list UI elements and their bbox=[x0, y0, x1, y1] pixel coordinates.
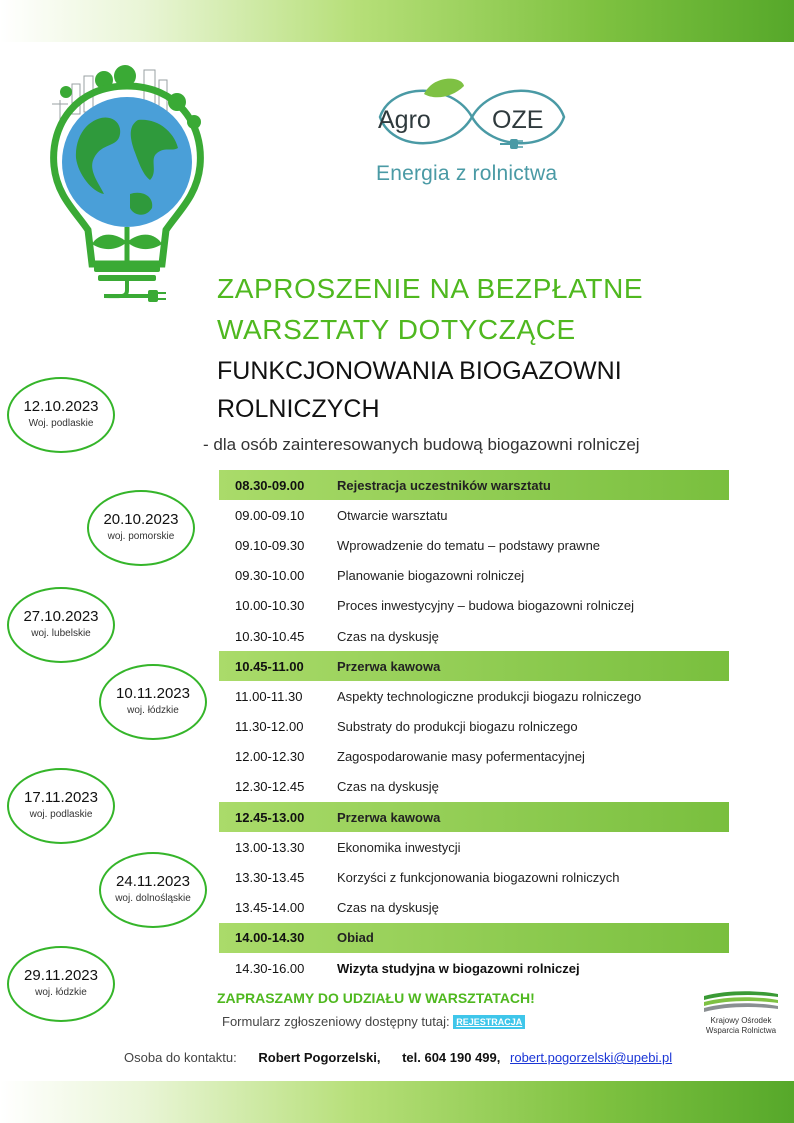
agenda-row bbox=[219, 772, 729, 802]
date-region: Woj. podlaskie bbox=[28, 418, 94, 429]
agenda-row bbox=[219, 712, 729, 742]
date-value: 27.10.2023 bbox=[23, 608, 99, 625]
contact-label: Osoba do kontaktu: bbox=[124, 1050, 237, 1065]
agenda-item: Przerwa kawowa bbox=[337, 658, 441, 674]
invite-heading: ZAPRASZAMY DO UDZIAŁU W WARSZTATACH! bbox=[217, 990, 535, 1006]
agenda-item: Aspekty technologiczne produkcji biogazu rolniczego bbox=[337, 688, 642, 704]
date-value: 17.11.2023 bbox=[24, 789, 98, 806]
agenda-item: Otwarcie warsztatu bbox=[337, 507, 448, 523]
leaf-icon bbox=[424, 79, 464, 98]
agenda-item: Czas na dyskusję bbox=[337, 900, 439, 916]
logo-word-oze: OZE bbox=[492, 106, 544, 134]
logo-tagline: Energia z rolnictwa bbox=[376, 162, 558, 185]
agenda-row bbox=[219, 953, 729, 983]
lightbulb-globe-icon bbox=[42, 62, 212, 307]
agenda-row bbox=[219, 500, 729, 530]
agenda-time: 09.10-09.30 bbox=[235, 537, 305, 553]
date-region: woj. łódzkie bbox=[35, 987, 87, 998]
agenda-row bbox=[219, 561, 729, 591]
agenda-time: 12.45-13.00 bbox=[235, 809, 305, 825]
agenda-time: 14.00-14.30 bbox=[235, 930, 305, 946]
agenda-row bbox=[219, 470, 729, 500]
agenda-item: Czas na dyskusję bbox=[337, 779, 439, 795]
kowr-line-1: Krajowy Ośrodek bbox=[710, 1016, 772, 1025]
agenda-item: Rejestracja uczestników warsztatu bbox=[337, 477, 551, 493]
agenda-row bbox=[219, 530, 729, 560]
kowr-logo bbox=[700, 988, 782, 1038]
contact-email-link[interactable]: robert.pogorzelski@upebi.pl bbox=[510, 1050, 673, 1065]
agenda-row bbox=[219, 832, 729, 862]
agrooze-logo bbox=[372, 72, 572, 190]
agenda-time: 12.00-12.30 bbox=[235, 749, 305, 765]
agenda-time: 10.00-10.30 bbox=[235, 598, 305, 614]
agenda-row bbox=[219, 591, 729, 621]
date-value: 20.10.2023 bbox=[103, 511, 179, 528]
agenda-row bbox=[219, 893, 729, 923]
date-region: woj. łódzkie bbox=[127, 705, 179, 716]
agenda-item: Wizyta studyjna w biogazowni rolniczej bbox=[337, 960, 580, 976]
contact-line bbox=[124, 1050, 672, 1065]
date-region: woj. dolnośląskie bbox=[115, 893, 191, 904]
agenda-item: Wprowadzenie do tematu – podstawy prawne bbox=[337, 537, 601, 553]
agenda-table bbox=[219, 470, 729, 983]
agenda-item: Przerwa kawowa bbox=[337, 809, 441, 825]
date-region: woj. lubelskie bbox=[31, 628, 91, 639]
agenda-item: Proces inwestycyjny – budowa biogazowni rolniczej bbox=[337, 598, 634, 614]
date-value: 29.11.2023 bbox=[24, 967, 98, 984]
agenda-time: 13.45-14.00 bbox=[235, 900, 305, 916]
title-line-4: ROLNICZYCH bbox=[217, 395, 380, 423]
registration-link[interactable]: REJESTRACJA bbox=[453, 1015, 525, 1029]
agenda-time: 10.30-10.45 bbox=[235, 628, 305, 644]
registration-text: Formularz zgłoszeniowy dostępny tutaj: bbox=[222, 1014, 450, 1029]
title-line-1: ZAPROSZENIE NA BEZPŁATNE bbox=[217, 273, 644, 304]
date-circle bbox=[87, 490, 195, 566]
registration-line bbox=[222, 1014, 525, 1029]
date-region: woj. podlaskie bbox=[29, 809, 93, 820]
bottom-gradient-band bbox=[0, 1081, 794, 1123]
agenda-time: 11.00-11.30 bbox=[235, 688, 303, 704]
agenda-row bbox=[219, 742, 729, 772]
agenda-time: 11.30-12.00 bbox=[235, 719, 304, 735]
agenda-item: Korzyści z funkcjonowania biogazowni rolniczych bbox=[337, 870, 620, 886]
date-circle bbox=[7, 768, 115, 844]
date-circle bbox=[99, 852, 207, 928]
kowr-line-2: Wsparcia Rolnictwa bbox=[705, 1026, 777, 1035]
agenda-item: Obiad bbox=[337, 930, 374, 946]
date-value: 10.11.2023 bbox=[116, 685, 190, 702]
agenda-time: 09.30-10.00 bbox=[235, 568, 305, 584]
agenda-item: Substraty do produkcji biogazu rolniczego bbox=[337, 719, 578, 735]
logo-word-agro: Agro bbox=[378, 106, 431, 134]
date-region: woj. pomorskie bbox=[107, 531, 175, 542]
date-value: 12.10.2023 bbox=[23, 398, 99, 415]
title-line-3: FUNKCJONOWANIA BIOGAZOWNI bbox=[217, 357, 622, 385]
kowr-logo-icon bbox=[700, 988, 782, 1016]
agenda-row bbox=[219, 862, 729, 892]
agenda-time: 09.00-09.10 bbox=[235, 507, 305, 523]
agenda-row bbox=[219, 651, 729, 681]
top-gradient-band bbox=[0, 0, 794, 42]
agenda-time: 12.30-12.45 bbox=[235, 779, 305, 795]
subtitle: - dla osób zainteresowanych budową biogazowni rolniczej bbox=[203, 435, 640, 454]
title-line-2: WARSZTATY DOTYCZĄCE bbox=[217, 314, 576, 345]
agenda-row bbox=[219, 621, 729, 651]
agenda-row bbox=[219, 802, 729, 832]
agenda-time: 14.30-16.00 bbox=[235, 960, 305, 976]
contact-phone: tel. 604 190 499, bbox=[402, 1050, 501, 1065]
agenda-row bbox=[219, 681, 729, 711]
date-circle bbox=[99, 664, 207, 740]
agenda-time: 13.30-13.45 bbox=[235, 870, 305, 886]
agenda-item: Zagospodarowanie masy pofermentacyjnej bbox=[337, 749, 585, 765]
agenda-row bbox=[219, 923, 729, 953]
date-circle bbox=[7, 946, 115, 1022]
date-circle bbox=[7, 587, 115, 663]
date-circle bbox=[7, 377, 115, 453]
agenda-item: Planowanie biogazowni rolniczej bbox=[337, 568, 525, 584]
agenda-time: 10.45-11.00 bbox=[235, 658, 304, 674]
agenda-time: 13.00-13.30 bbox=[235, 839, 305, 855]
contact-name: Robert Pogorzelski, bbox=[258, 1050, 381, 1065]
agenda-item: Ekonomika inwestycji bbox=[337, 839, 461, 855]
agenda-time: 08.30-09.00 bbox=[235, 477, 305, 493]
date-value: 24.11.2023 bbox=[116, 873, 190, 890]
agenda-item: Czas na dyskusję bbox=[337, 628, 439, 644]
